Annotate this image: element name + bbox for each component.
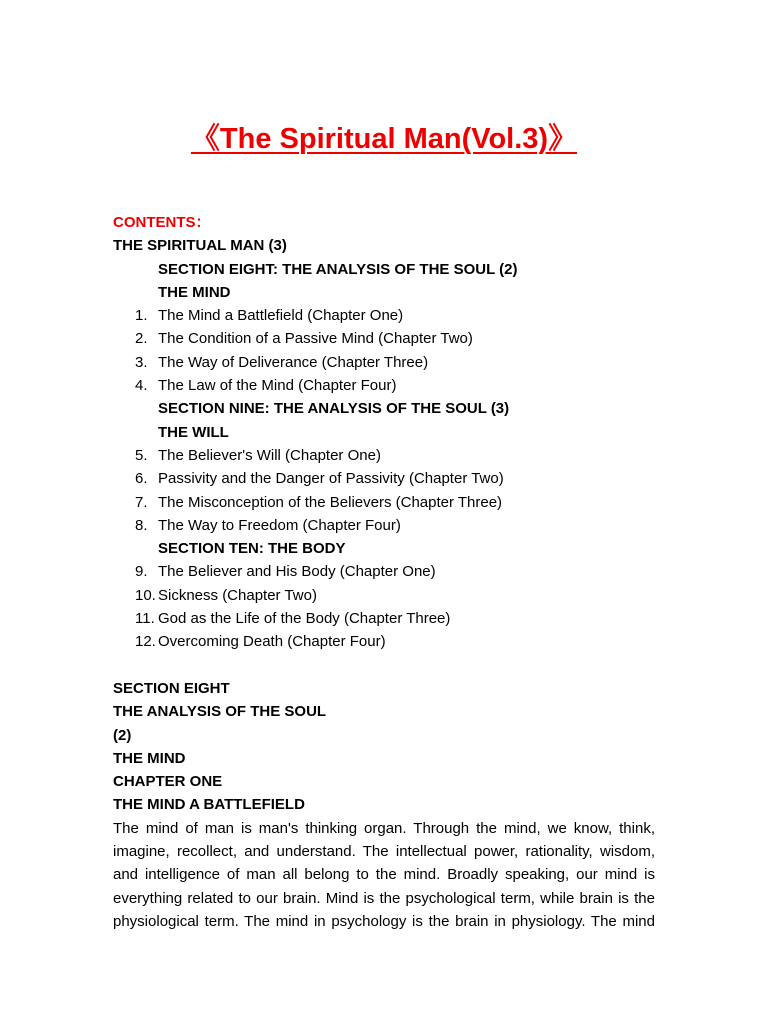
toc-item-text: The Misconception of the Believers (Chapter Three): [158, 493, 503, 511]
paragraph-line: and intelligence of man all belong to the mind. Broadly speaking, our mind is: [113, 866, 655, 884]
toc-item-number: 11.: [135, 610, 155, 628]
toc-item-text: God as the Life of the Body (Chapter Three): [158, 610, 451, 628]
toc-item-text: Passivity and the Danger of Passivity (Chapter Two): [158, 470, 504, 488]
paragraph-line: everything related to our brain. Mind is the psychological term, while brain is the: [113, 889, 655, 907]
body-heading: THE MIND A BATTLEFIELD: [113, 796, 305, 814]
body-paragraph: [113, 817, 655, 933]
toc-item: [113, 304, 655, 327]
toc-item: [113, 584, 655, 607]
toc-item-text: The Condition of a Passive Mind (Chapter Two): [158, 330, 473, 348]
toc-item-text: Overcoming Death (Chapter Four): [158, 633, 386, 651]
toc-item: [113, 514, 655, 537]
toc-item-number: 3.: [135, 353, 148, 371]
paragraph-line: imagine, recollect, and understand. The intellectual power, rationality, wisdom,: [113, 843, 655, 861]
toc-item-number: 10.: [135, 586, 156, 604]
toc-item: [113, 444, 655, 467]
toc-item-text: The Mind a Battlefield (Chapter One): [158, 307, 404, 325]
toc-item-number: 5.: [135, 446, 148, 464]
section-title: SECTION TEN: THE BODY: [158, 540, 346, 558]
paragraph-line: physiological term. The mind in psychology is the brain in physiology. The mind: [113, 912, 655, 930]
section-title: SECTION NINE: THE ANALYSIS OF THE SOUL (3): [158, 400, 510, 418]
body-heading: THE ANALYSIS OF THE SOUL: [113, 703, 327, 721]
toc-item: [113, 607, 655, 630]
toc-item-number: 12.: [135, 633, 156, 651]
contents-block: [113, 211, 655, 933]
toc-item-number: 2.: [135, 330, 148, 348]
toc-item: [113, 327, 655, 350]
section-subtitle: THE MIND: [158, 283, 231, 301]
book-heading: THE SPIRITUAL MAN (3): [113, 237, 287, 255]
paragraph-line: The mind of man is man's thinking organ. Through the mind, we know, think,: [113, 819, 655, 837]
body-heading: (2): [113, 726, 132, 744]
toc-item-text: The Believer and His Body (Chapter One): [158, 563, 436, 581]
toc-item: [113, 351, 655, 374]
section-title: SECTION EIGHT: THE ANALYSIS OF THE SOUL (2): [158, 260, 518, 278]
spacer: [113, 654, 655, 677]
document-title: 《The Spiritual Man(Vol.3)》: [190, 123, 578, 155]
section-subtitle: THE WILL: [158, 423, 229, 441]
toc-item-number: 9.: [135, 563, 148, 581]
body-heading: CHAPTER ONE: [113, 773, 223, 791]
toc-item-number: 8.: [135, 516, 148, 534]
body-heading: THE MIND: [113, 749, 186, 767]
toc-item-number: 6.: [135, 470, 148, 488]
toc-item-text: Sickness (Chapter Two): [158, 586, 317, 604]
toc-item: [113, 491, 655, 514]
toc-item-number: 7.: [135, 493, 148, 511]
toc-item: [113, 467, 655, 490]
toc-item: [113, 630, 655, 653]
toc-item-text: The Way to Freedom (Chapter Four): [158, 516, 401, 534]
toc-item-text: The Believer's Will (Chapter One): [158, 446, 381, 464]
toc-item-number: 4.: [135, 377, 148, 395]
toc-item-text: The Law of the Mind (Chapter Four): [158, 377, 397, 395]
contents-label: CONTENTS：: [113, 214, 211, 231]
toc-item: [113, 374, 655, 397]
toc-item-text: The Way of Deliverance (Chapter Three): [158, 353, 429, 371]
toc-item: [113, 560, 655, 583]
body-heading: SECTION EIGHT: [113, 679, 230, 697]
toc-item-number: 1.: [135, 307, 148, 325]
